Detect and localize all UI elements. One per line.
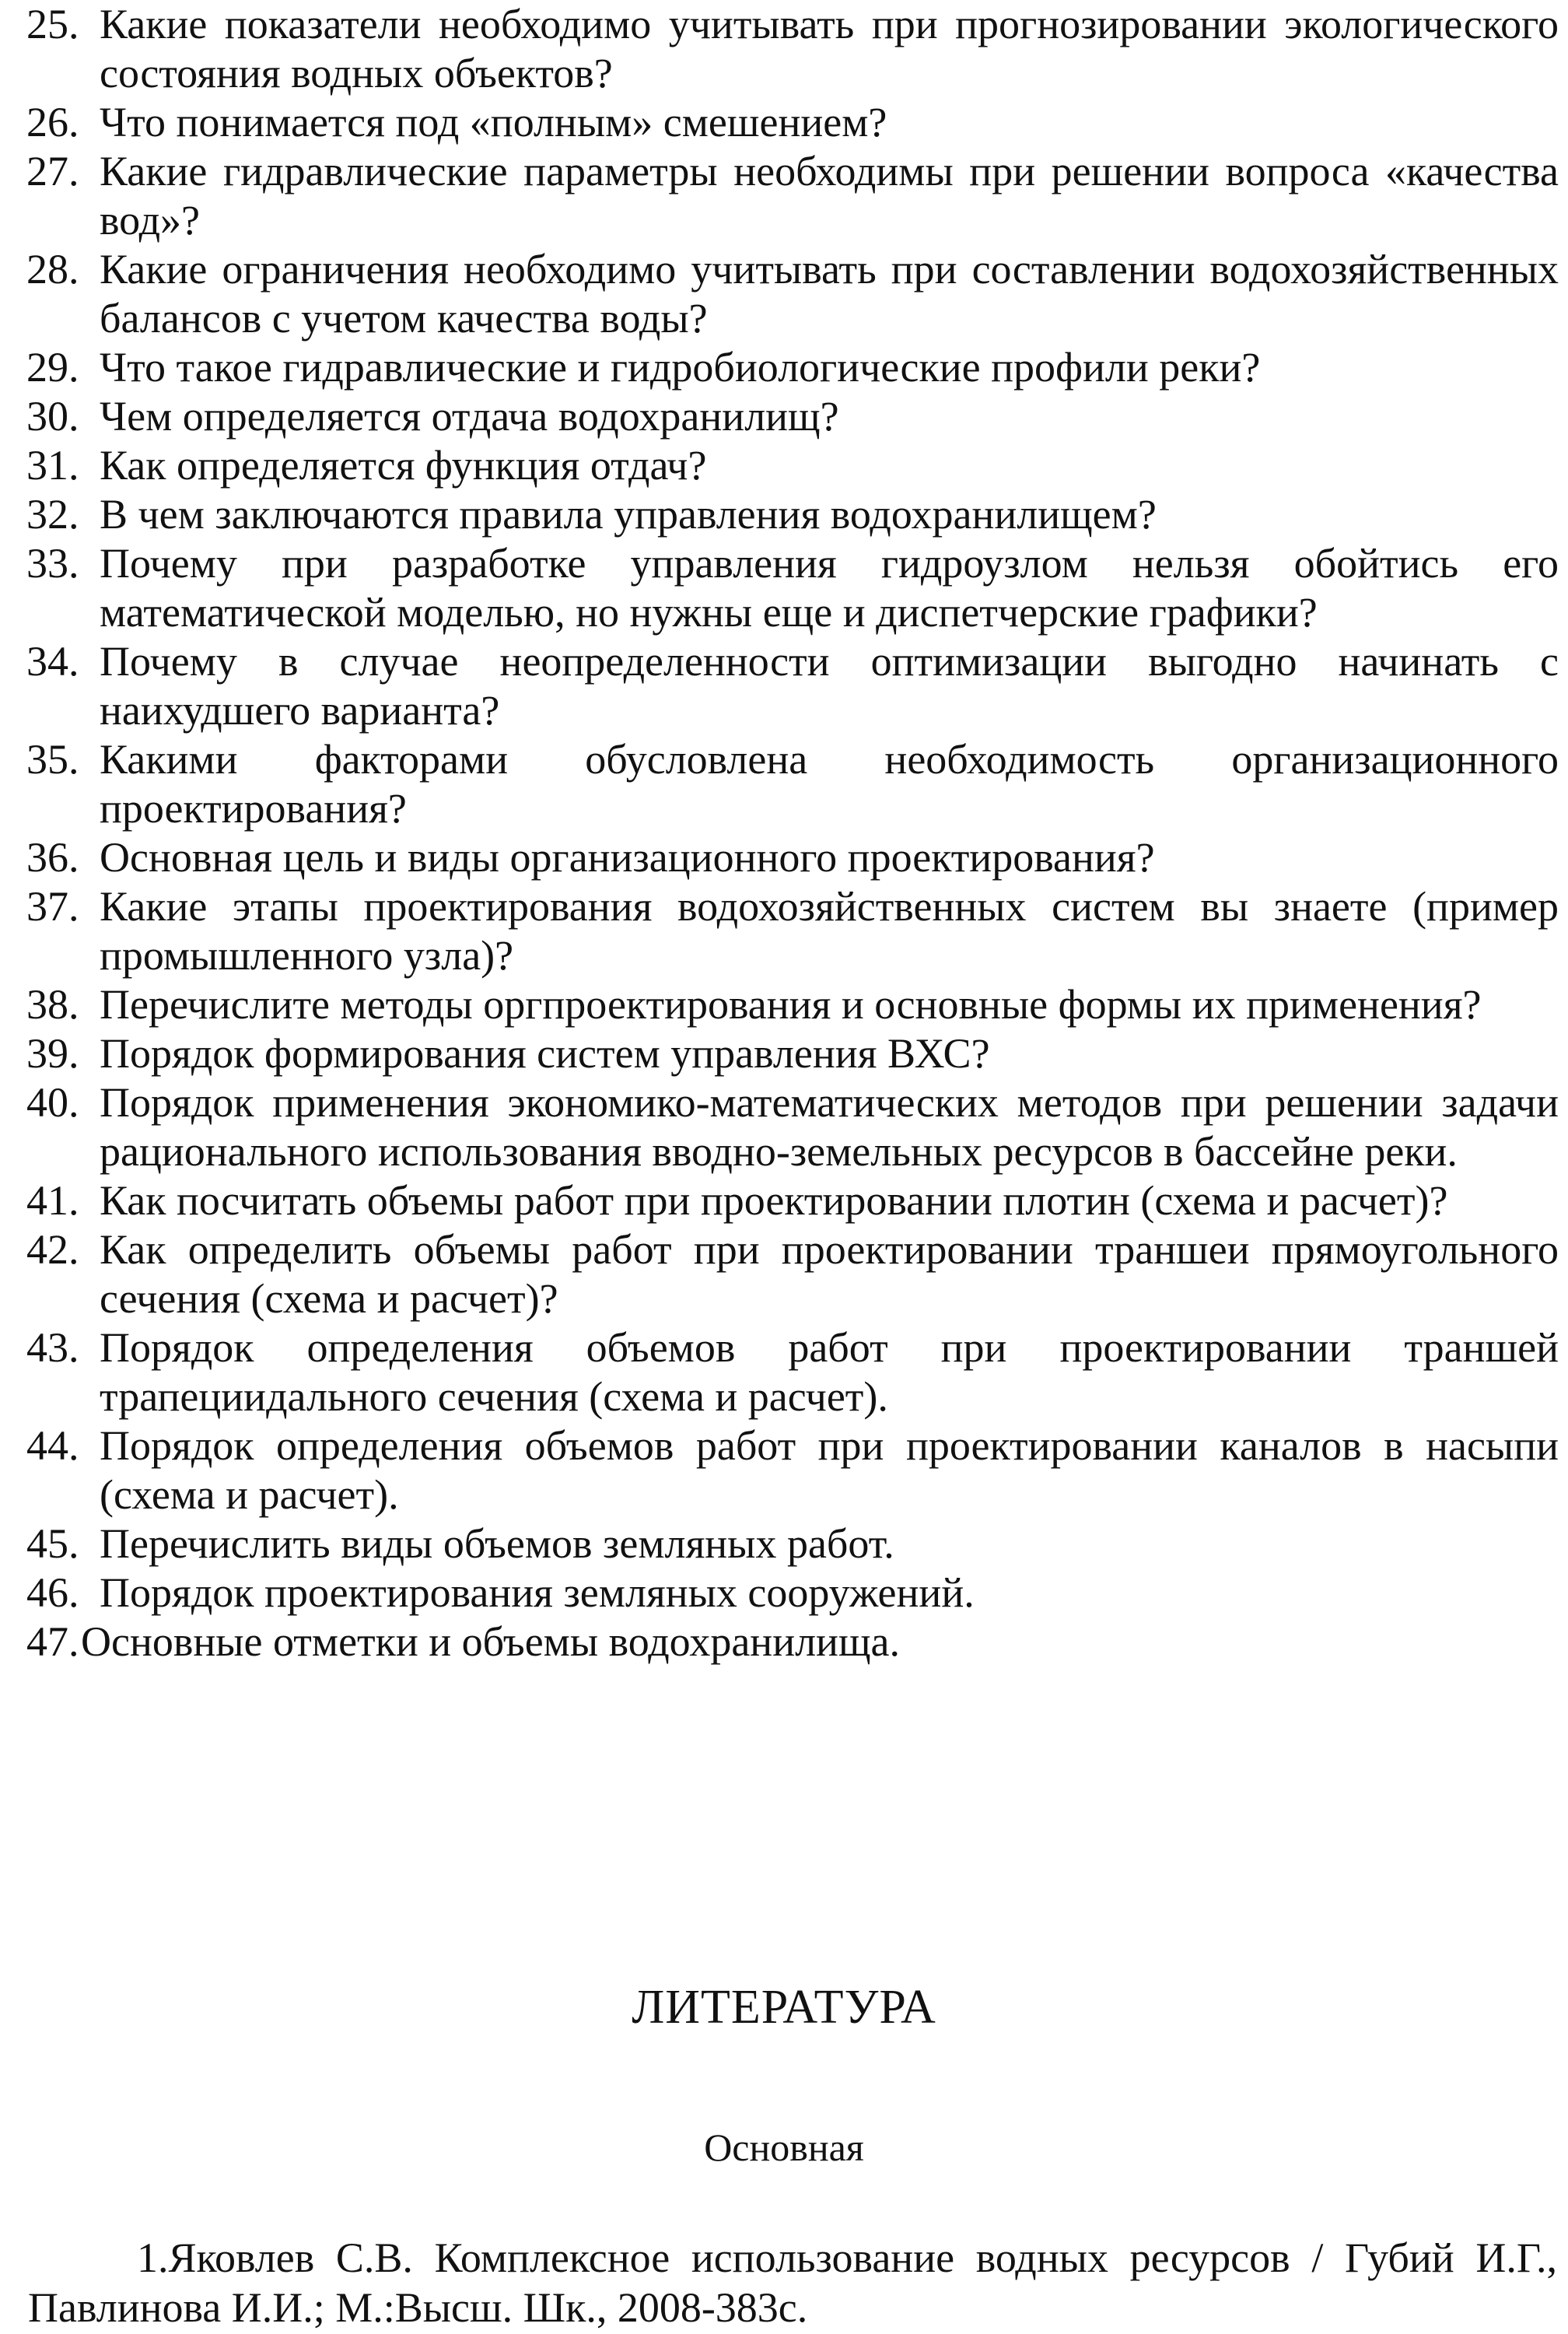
question-item (26, 1225, 1559, 1323)
question-text: Почему при разработке управления гидроузлом нельзя обойтись его математической моделью, но нужны еще и диспетчерские графики? (100, 540, 1559, 636)
question-item (26, 1421, 1559, 1519)
question-item (26, 392, 1559, 441)
question-number: 47. (26, 1618, 79, 1665)
question-number: 43. (26, 1324, 79, 1371)
question-item (26, 98, 1559, 147)
question-text: Какие этапы проектирования водохозяйственных систем вы знаете (пример промышленного узла)? (100, 883, 1559, 979)
question-item (26, 1176, 1559, 1225)
question-text: Какие гидравлические параметры необходимы при решении вопроса «качества вод»? (100, 148, 1559, 244)
literature-heading: ЛИТЕРАТУРА (632, 1981, 936, 2034)
question-number: 26. (26, 99, 79, 145)
question-item (26, 343, 1559, 392)
question-number: 44. (26, 1422, 79, 1469)
question-list (26, 0, 1559, 1666)
question-item (26, 490, 1559, 539)
question-item (26, 980, 1559, 1029)
question-item (26, 882, 1559, 980)
question-number: 36. (26, 834, 79, 881)
question-text: Основные отметки и объемы водохранилища. (81, 1618, 900, 1665)
question-number: 39. (26, 1030, 79, 1077)
question-item (26, 147, 1559, 245)
question-text: Порядок определения объемов работ при проектировании каналов в насыпи (схема и расчет). (100, 1422, 1559, 1518)
question-text: Какие ограничения необходимо учитывать при составлении водохозяйственных балансов с учетом качества воды? (100, 246, 1559, 342)
question-number: 38. (26, 981, 79, 1028)
question-text: Перечислите методы оргпроектирования и основные формы их применения? (100, 981, 1482, 1028)
question-number: 46. (26, 1569, 79, 1616)
question-item (26, 0, 1559, 98)
question-number: 30. (26, 393, 79, 440)
question-number: 35. (26, 736, 79, 783)
question-item (26, 441, 1559, 490)
question-text: Как определяется функция отдач? (100, 442, 707, 489)
question-text: Перечислить виды объемов земляных работ. (100, 1520, 894, 1567)
question-text: Порядок определения объемов работ при проектировании траншей трапециидального сечения (схема и расчет). (100, 1324, 1559, 1420)
question-number: 34. (26, 638, 79, 685)
literature-reference: 1.Яковлев С.В. Комплексное использование водных ресурсов / Губий И.Г., Павлинова И.И.; М.:Высш. Шк., 2008-383с. (28, 2234, 1557, 2331)
question-number: 29. (26, 344, 79, 391)
question-number: 25. (26, 1, 79, 47)
question-number: 40. (26, 1079, 79, 1126)
question-item (26, 1617, 1559, 1666)
question-number: 32. (26, 491, 79, 538)
question-item (26, 1568, 1559, 1617)
literature-subheading: Основная (704, 2125, 864, 2169)
question-item (26, 735, 1559, 833)
question-text: Основная цель и виды организационного проектирования? (100, 834, 1155, 881)
question-text: Почему в случае неопределенности оптимизации выгодно начинать с наихудшего варианта? (100, 638, 1559, 734)
question-number: 42. (26, 1226, 79, 1273)
question-number: 31. (26, 442, 79, 489)
question-number: 28. (26, 246, 79, 293)
question-text: Чем определяется отдача водохранилищ? (100, 393, 839, 440)
question-number: 33. (26, 540, 79, 587)
question-text: Порядок проектирования земляных сооружений. (100, 1569, 975, 1616)
question-text: Порядок применения экономико-математических методов при решении задачи рационального использования вводно-земельных ресурсов в бассейне реки. (100, 1079, 1559, 1175)
question-number: 41. (26, 1177, 79, 1224)
question-text: Как посчитать объемы работ при проектировании плотин (схема и расчет)? (100, 1177, 1448, 1224)
question-text: Порядок формирования систем управления ВХС? (100, 1030, 990, 1077)
question-item (26, 539, 1559, 637)
question-item (26, 1323, 1559, 1421)
question-item (26, 637, 1559, 735)
question-item (26, 1519, 1559, 1568)
question-item (26, 245, 1559, 343)
question-text: Какие показатели необходимо учитывать при прогнозировании экологического состояния водных объектов? (100, 1, 1559, 96)
question-text: Что такое гидравлические и гидробиологические профили реки? (100, 344, 1261, 391)
question-text: Что понимается под «полным» смешением? (100, 99, 887, 145)
question-text: Как определить объемы работ при проектировании траншеи прямоугольного сечения (схема и расчет)? (100, 1226, 1559, 1322)
question-item (26, 1078, 1559, 1176)
question-number: 45. (26, 1520, 79, 1567)
question-text: Какими факторами обусловлена необходимость организационного проектирования? (100, 736, 1559, 832)
question-number: 27. (26, 148, 79, 194)
question-number: 37. (26, 883, 79, 930)
question-item (26, 833, 1559, 882)
question-text: В чем заключаются правила управления водохранилищем? (100, 491, 1157, 538)
question-item (26, 1029, 1559, 1078)
